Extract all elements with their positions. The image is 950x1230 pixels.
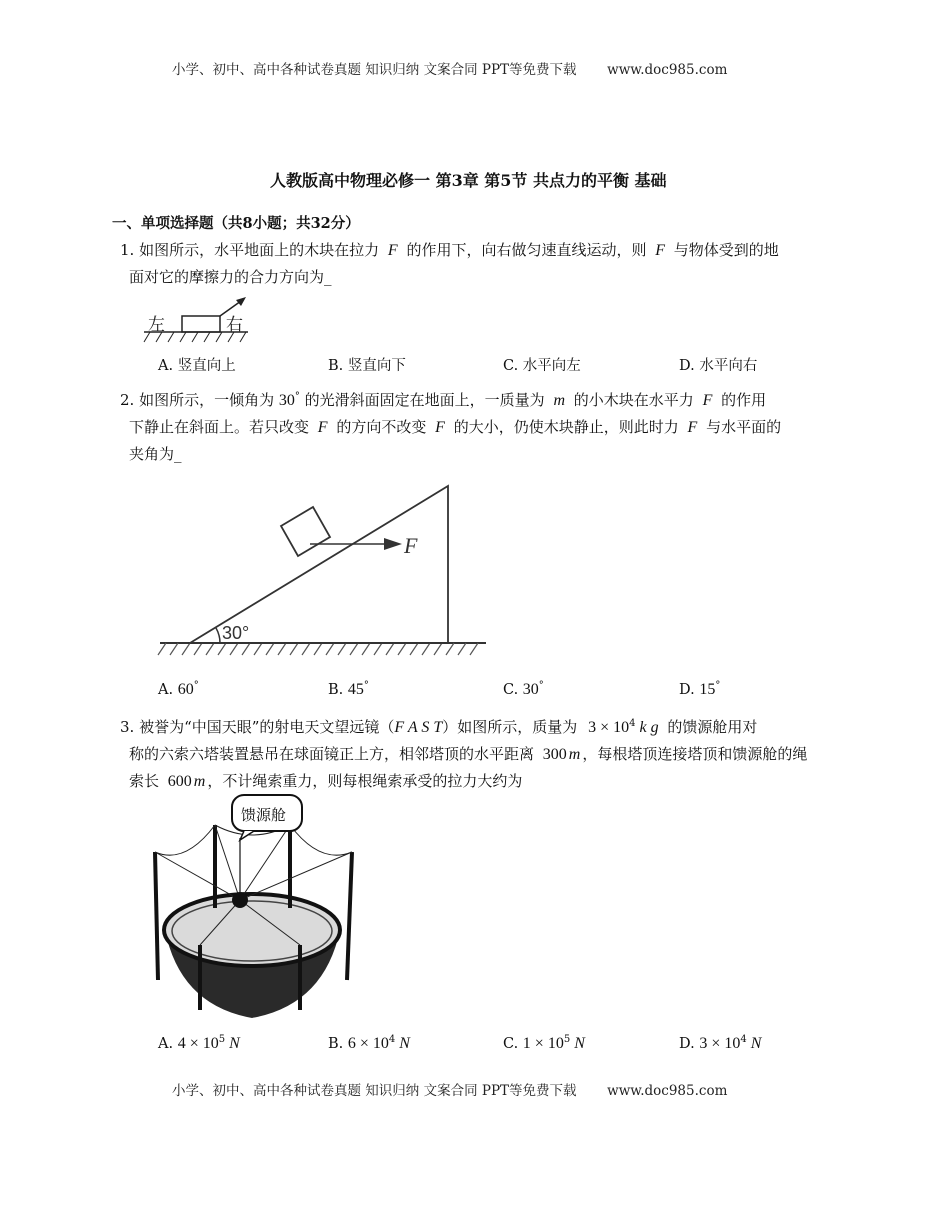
q2-option-b[interactable]: B. 45° <box>328 680 369 698</box>
q1-option-d[interactable]: D. 水平向右 <box>679 358 758 374</box>
q3-option-a[interactable]: A. $4 \times 10^5$ N <box>158 1034 240 1052</box>
q1-option-a[interactable]: A. 竖直向上 <box>158 358 236 374</box>
q2-option-a[interactable]: A. 60° <box>158 680 199 698</box>
q2-option-d[interactable]: D. 15° <box>679 680 721 698</box>
footer-site: www.doc985.com <box>607 1083 728 1099</box>
label-left: 左 <box>148 315 165 335</box>
force-f-label: F <box>404 533 418 558</box>
label-right: 右 <box>226 315 243 335</box>
header-site: www.doc985.com <box>607 62 728 78</box>
q1-option-b[interactable]: B. 竖直向下 <box>328 358 406 374</box>
callout-label: 馈源舱 <box>241 806 287 824</box>
q3-option-b[interactable]: B. $6 \times 10^4$ N <box>328 1034 410 1052</box>
q2-option-c[interactable]: C. 30° <box>503 680 544 698</box>
question-3: 3. 被誉为“中国天眼”的射电天文望远镜（F A S T）如图所示，质量为 $3 \times 10^4$ k g 的馈源舱用对 称的六索六塔装置悬吊在球面镜正上方，相邻塔顶的水平距离 300 m ，每根塔顶连接塔顶和馈源舱的绳 索长 600 m ，不计绳索重力，则每根绳索承受的拉力大约为 <box>120 718 808 790</box>
q1-figure <box>140 290 260 350</box>
q3-figure <box>140 790 360 1025</box>
page-footer <box>172 1079 727 1099</box>
force-arrow <box>220 301 241 316</box>
angle-label: 30° <box>222 623 250 643</box>
question-1: 1. 如图所示，水平地面上的木块在拉力 F 的作用下，向右做匀速直线运动，则 F 与物体受到的地 面对它的摩擦力的合力方向为_ <box>120 241 779 286</box>
wood-block <box>182 316 220 332</box>
page-header <box>172 58 727 78</box>
question-2: 2. 如图所示，一倾角为 30° 的光滑斜面固定在地面上，一质量为 m 的小木块在水平力 F 的作用 下静止在斜面上。若只改变 F 的方向不改变 F 的大小，仍使木块静止，则此时力 F 与水平面的 夹角为_ <box>120 391 782 463</box>
header-text: 小学、初中、高中各种试卷真题 知识归纳 文案合同 PPT等免费下载 <box>172 62 577 78</box>
q3-option-d[interactable]: D. $3 \times 10^4$ N <box>679 1034 762 1052</box>
q3-option-c[interactable]: C. $1 \times 10^5$ N <box>503 1034 585 1052</box>
feed-cabin <box>232 892 248 908</box>
page-title: 人教版高中物理必修一 第3章 第5节 共点力的平衡 基础 <box>270 171 667 190</box>
dish-rim <box>164 894 340 966</box>
footer-text: 小学、初中、高中各种试卷真题 知识归纳 文案合同 PPT等免费下载 <box>172 1083 577 1099</box>
incline <box>190 486 448 643</box>
q2-figure <box>150 478 495 663</box>
q1-option-c[interactable]: C. 水平向左 <box>503 358 581 374</box>
section-heading: 一、单项选择题（共8小题；共32分） <box>112 215 360 232</box>
small-block <box>281 507 330 556</box>
